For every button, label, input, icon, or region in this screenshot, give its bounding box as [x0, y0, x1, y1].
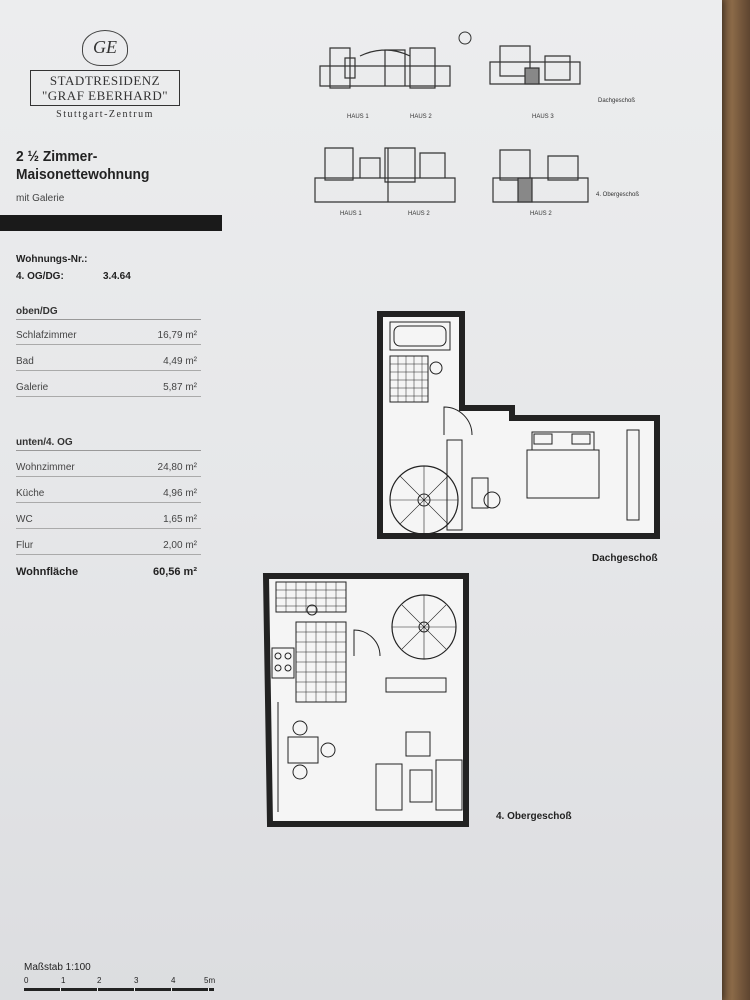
- section-lower: unten/4. OG: [16, 437, 73, 448]
- room-row: WC 1,65 m²: [16, 508, 201, 529]
- fourth-floor-label: 4. Obergeschoß: [496, 811, 572, 822]
- svg-text:HAUS 2: HAUS 2: [408, 211, 430, 217]
- brand-location: Stuttgart-Zentrum: [56, 109, 154, 120]
- svg-text:HAUS 1: HAUS 1: [340, 211, 362, 217]
- apartment-number-label: Wohnungs-Nr.:: [16, 254, 88, 265]
- apartment-title: 2 ½ Zimmer- Maisonettewohnung: [16, 148, 150, 183]
- svg-text:HAUS 3: HAUS 3: [532, 114, 554, 120]
- svg-text:HAUS 2: HAUS 2: [410, 114, 432, 120]
- building-key-plans: [300, 28, 660, 228]
- section-upper: oben/DG: [16, 306, 58, 317]
- room-row: Flur 2,00 m²: [16, 534, 201, 555]
- brand-name: STADTRESIDENZ: [49, 73, 161, 88]
- attic-floor-label: Dachgeschoß: [592, 553, 658, 564]
- room-row: Küche 4,96 m²: [16, 482, 201, 503]
- table-surface: [720, 0, 750, 1000]
- room-row: Schlafzimmer 16,79 m²: [16, 324, 201, 345]
- svg-text:Dachgeschoß: Dachgeschoß: [598, 98, 636, 104]
- svg-text:4. Obergeschoß: 4. Obergeschoß: [596, 192, 640, 198]
- fourth-floor-plan: [258, 572, 478, 832]
- scale-label: Maßstab 1:100: [24, 962, 91, 973]
- room-row: Bad 4,49 m²: [16, 350, 201, 371]
- svg-text:HAUS 1: HAUS 1: [347, 114, 369, 120]
- room-row: Wohnzimmer 24,80 m²: [16, 456, 201, 477]
- living-area-total: Wohnfläche 60,56 m²: [16, 566, 197, 578]
- apartment-number: 3.4.64: [103, 271, 131, 282]
- monogram-logo: GE: [82, 30, 128, 66]
- brand-logo: [30, 30, 180, 120]
- apartment-subtitle: mit Galerie: [16, 193, 65, 204]
- svg-text:HAUS 2: HAUS 2: [530, 211, 552, 217]
- brand-name-2: "GRAF EBERHARD": [41, 88, 169, 103]
- floor-label: 4. OG/DG:: [16, 271, 64, 282]
- logo-box: [30, 70, 180, 106]
- attic-floor-plan: [372, 310, 672, 545]
- scale-bar: Maßstab 1:100 0 1 2 3 4 5m: [24, 962, 91, 973]
- divider-bar: [0, 215, 222, 231]
- room-row: Galerie 5,87 m²: [16, 376, 201, 397]
